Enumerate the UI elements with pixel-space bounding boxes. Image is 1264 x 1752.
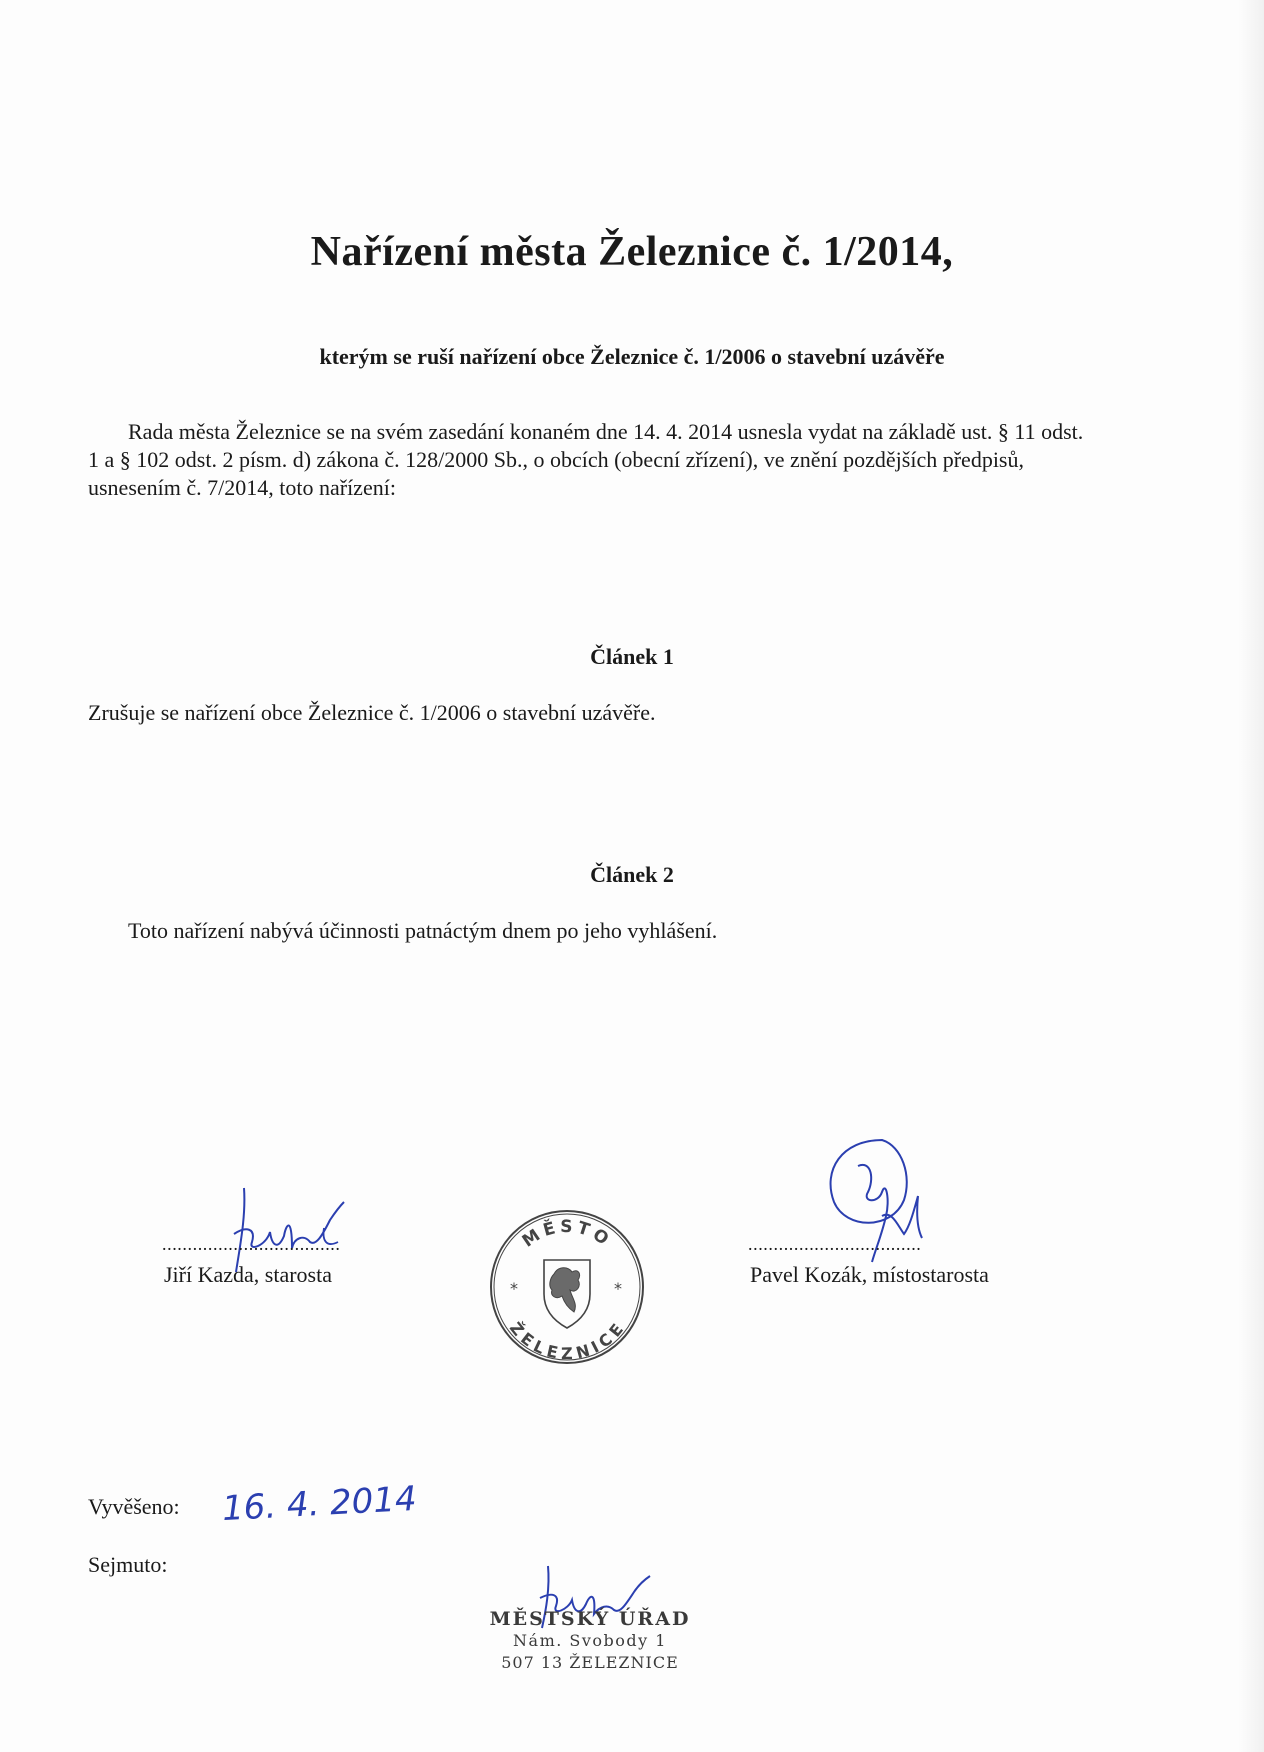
posted-label: Vyvěšeno:: [88, 1494, 180, 1519]
office-stamp-line-3: 507 13 ŽELEZNICE: [501, 1653, 679, 1672]
office-stamp-line-1: MĚSTSKÝ ÚŘAD: [489, 1608, 691, 1630]
posted-date: 16. 4. 2014: [221, 1478, 418, 1530]
document-subtitle: kterým se ruší nařízení obce Železnice č. 1/2006 o stavební uzávěře: [319, 344, 945, 369]
svg-text:MĚSTO: [519, 1216, 615, 1252]
svg-text:ŽELEZNICE: [506, 1319, 628, 1364]
seal-bottom-text: ŽELEZNICE: [505, 1318, 629, 1364]
seal-star-right: *: [614, 1279, 622, 1298]
seal-top-text: MĚSTO: [518, 1216, 616, 1252]
signature-line-right: ..................................: [748, 1234, 922, 1254]
office-stamp: [470, 1608, 710, 1674]
lion-icon: [550, 1268, 580, 1312]
article-1-text: Zrušuje se nařízení obce Železnice č. 1/2006 o stavební uzávěře.: [88, 700, 656, 725]
article-1-heading: Článek 1: [590, 644, 674, 669]
article-2-heading: Článek 2: [590, 862, 674, 887]
document-title: Nařízení města Železnice č. 1/2014,: [310, 229, 954, 275]
signatory-right-name: Pavel Kozák, místostarosta: [750, 1262, 989, 1287]
office-stamp-line-2: Nám. Svobody 1: [513, 1631, 667, 1650]
signature-line-left: ...................................: [162, 1234, 341, 1254]
town-seal-icon: [488, 1208, 646, 1366]
removed-label: Sejmuto:: [88, 1552, 168, 1577]
seal-star-left: *: [510, 1279, 518, 1298]
preamble-paragraph: Rada města Železnice se na svém zasedání konaném dne 14. 4. 2014 usnesla vydat na základě ust. § 11 odst. 1 a § 102 odst. 2 písm. d) zákona č. 128/2000 Sb., o obcích (obecní zřízení), ve znění pozdějších předpisů, usnesením č. 7/2014, toto nařízení:: [88, 419, 1084, 500]
signature-kazda: [226, 1176, 366, 1276]
article-2-text: Toto nařízení nabývá účinnosti patnáctým dnem po jeho vyhlášení.: [128, 918, 718, 943]
signatory-left-name: Jiří Kazda, starosta: [164, 1262, 332, 1287]
